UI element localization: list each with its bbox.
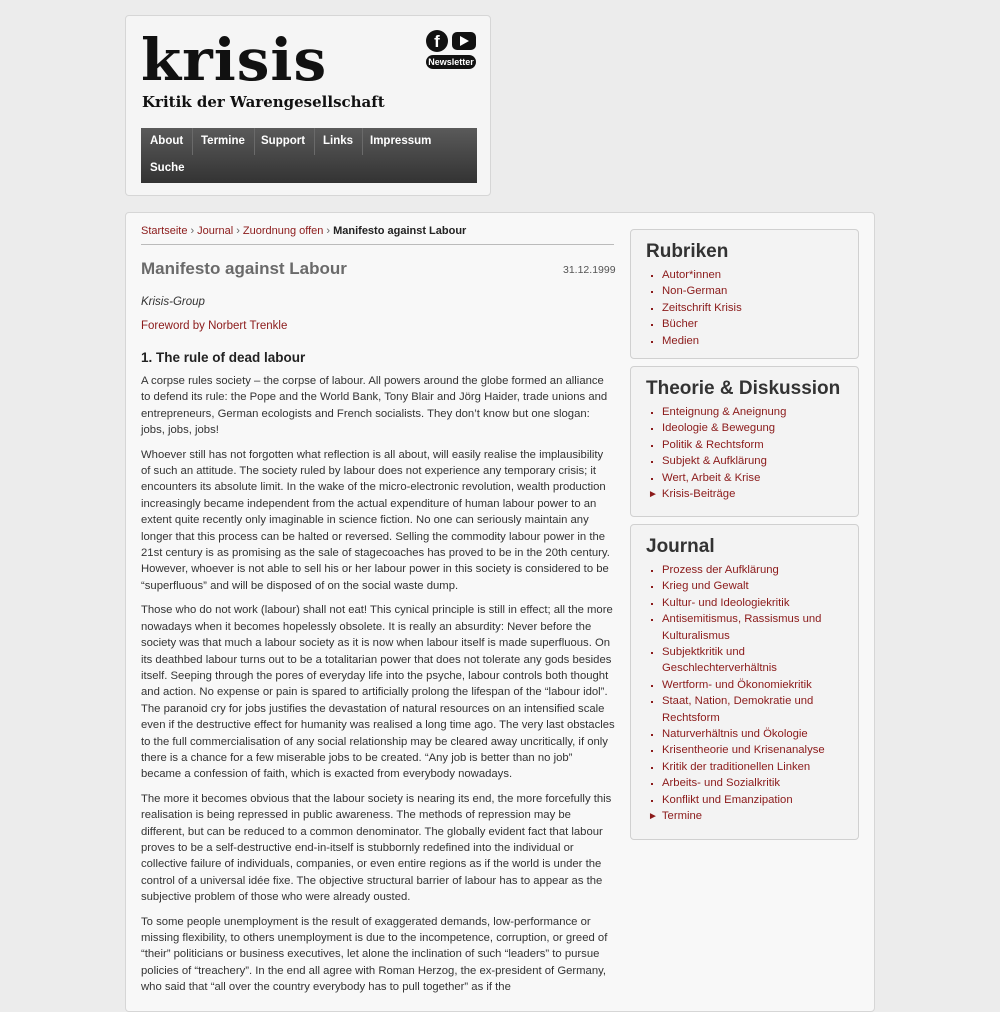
sidebar-item-linken[interactable]: ▪ Kritik der traditionellen Linken bbox=[662, 759, 858, 775]
sidebar-item-konflikt[interactable]: ▪ Konflikt und Emanzipation bbox=[662, 792, 858, 808]
article-author: Krisis-Group bbox=[141, 296, 205, 308]
foreword-link[interactable]: Foreword by Norbert Trenkle bbox=[141, 320, 288, 332]
nav-about[interactable]: About bbox=[141, 128, 193, 155]
breadcrumb-category[interactable]: Zuordnung offen bbox=[242, 225, 324, 237]
sidebar-item-aufklaerung[interactable]: ▪ Prozess der Aufklärung bbox=[662, 562, 858, 578]
breadcrumb-home[interactable]: Startseite bbox=[141, 225, 188, 237]
sidebar-item-staat[interactable]: ▪ Staat, Nation, Demokratie und Rechtsform bbox=[662, 693, 858, 726]
sidebar-item-antisemitismus[interactable]: ▪ Antisemitismus, Rassismus und Kulturalismus bbox=[662, 611, 858, 644]
sidebar-item-kultur[interactable]: ▪ Kultur- und Ideologiekritik bbox=[662, 595, 858, 611]
nav-termine[interactable]: Termine bbox=[192, 128, 255, 155]
newsletter-button[interactable]: Newsletter bbox=[426, 55, 476, 69]
sidebar-item-label: Krisis-Beiträge bbox=[661, 488, 736, 501]
sidebar-theorie bbox=[630, 366, 859, 517]
nav-support[interactable]: Support bbox=[252, 128, 315, 155]
sidebar-item-autorinnen[interactable]: ▪ Autor*innen bbox=[662, 267, 858, 283]
nav-suche[interactable]: Suche bbox=[150, 162, 185, 174]
sidebar-item-enteignung[interactable]: ▪ Enteignung & Aneignung bbox=[662, 404, 858, 420]
article-body bbox=[141, 373, 615, 1004]
site-subtitle: Kritik der Warengesellschaft bbox=[142, 93, 385, 111]
content-area bbox=[125, 212, 875, 1012]
sidebar-item-buecher[interactable]: ▪ Bücher bbox=[662, 316, 858, 332]
sidebar-item-medien[interactable]: ▪ Medien bbox=[662, 333, 858, 349]
sidebar-item-zeitschrift[interactable]: ▪ Zeitschrift Krisis bbox=[662, 300, 858, 316]
sidebar-heading: Journal bbox=[646, 536, 715, 557]
paragraph: The more it becomes obvious that the labour society is nearing its end, the more forcefully this realisation is being repressed in public awareness. The methods of repression may be different, but can be reduced to a common denominator. The globally evident fact that labour proves to be a self-destructive end-in-itself is stubbornly redefined into the individual or collective failure of individuals, companies, or even entire regions as if the world is under the control of a universal idée fixe. The objective structural barrier of labour has to appear as the subjective problem of those who were already ousted. bbox=[141, 792, 612, 904]
paragraph: Whoever still has not forgotten what reflection is all about, will easily realise the implausibility of such an attitude. The society ruled by labour does not experience any temporary crisis; it encounters its absolute limit. In the wake of the micro-electronic revolution, wealth production increasingly became independent from the actual expenditure of human labour power to an extent quite recently only imaginable in science fiction. No one can seriously maintain any longer that this process can be halted or reversed. Selling the commodity labour power in the 21st century is as promising as the sale of stagecoaches has proved to be in the 20th century. However, whoever is not able to sell his or her labour power in this society is considered to be “superfluous” and will be disposed of on the social waste dump. bbox=[141, 448, 610, 592]
sidebar-item-subjektkritik[interactable]: ▪ Subjektkritik und Geschlechterverhältnis bbox=[662, 644, 858, 677]
nav-impressum[interactable]: Impressum bbox=[370, 135, 432, 147]
sidebar-heading: Rubriken bbox=[646, 241, 729, 262]
facebook-icon[interactable]: f bbox=[426, 30, 448, 52]
expand-arrow-icon: ► bbox=[648, 489, 658, 501]
sidebar-item-wertform[interactable]: ▪ Wertform- und Ökonomiekritik bbox=[662, 677, 858, 693]
nav-links[interactable]: Links bbox=[314, 128, 363, 155]
expand-arrow-icon: ► bbox=[648, 811, 658, 823]
sidebar-item-termine[interactable] bbox=[648, 808, 858, 825]
sidebar-item-arbeit[interactable]: ▪ Arbeits- und Sozialkritik bbox=[662, 775, 858, 791]
sidebar-item-subjekt[interactable]: ▪ Subjekt & Aufklärung bbox=[662, 453, 858, 469]
section-heading: 1. The rule of dead labour bbox=[141, 350, 306, 365]
sidebar-journal bbox=[630, 524, 859, 840]
article-title: Manifesto against Labour bbox=[141, 259, 347, 278]
breadcrumb-journal[interactable]: Journal bbox=[197, 225, 234, 237]
breadcrumb-current: Manifesto against Labour bbox=[333, 225, 467, 237]
sidebar-item-krisentheorie[interactable]: ▪ Krisentheorie und Krisenanalyse bbox=[662, 742, 858, 758]
sidebar-item-label: Termine bbox=[661, 810, 703, 823]
site-header bbox=[125, 15, 491, 196]
sidebar-item-politik[interactable]: ▪ Politik & Rechtsform bbox=[662, 437, 858, 453]
paragraph: Those who do not work (labour) shall not eat! This cynical principle is still in effect; all the more nowadays when it becomes hopelessly obsolete. It is really an absurdity: Never before the society was that much a labour society as it is now when labour itself is made superfluous. On its deathbed labour turns out to be a totalitarian power that does not tolerate any gods besides itself. Seeping through the pores of everyday life into the psyche, labour controls both thought and action. No expense or pain is spared to artificially prolong the lifespan of the “labour idol”. The paranoid cry for jobs justifies the devastation of natural resources on an intensified scale even if the destructive effect for humanity was realised a long time ago. The very last obstacles to the full commercialisation of any social relationship may be cleared away uncritically, if only there is a chance for a few miserable jobs to be created. “Any job is better than no job” became a confession of faith, which is exacted from everybody nowadays. bbox=[141, 604, 615, 781]
main-nav bbox=[141, 128, 477, 183]
sidebar-heading: Theorie & Diskussion bbox=[646, 378, 841, 399]
article-date: 31.12.1999 bbox=[563, 264, 616, 276]
youtube-icon[interactable] bbox=[452, 32, 476, 50]
paragraph: To some people unemployment is the result of exaggerated demands, low-performance or missing flexibility, to others unemployment is due to the incompetence, corruption, or greed of “their” politicians or business executives, let alone the inclination of such “leaders” to pursue policies of “treachery”. In the end all agree with Roman Herzog, the ex-president of Germany, who said that “all over the country everybody has to pull together” as if the bbox=[141, 915, 608, 994]
breadcrumb: Startseite › Journal › Zuordnung offen › Manifesto against Labour bbox=[141, 225, 614, 245]
sidebar-item-krieg[interactable]: ▪ Krieg und Gewalt bbox=[662, 578, 858, 594]
sidebar-item-krisis-beitraege[interactable] bbox=[648, 486, 858, 503]
site-logo[interactable]: krisis bbox=[141, 26, 328, 94]
paragraph: A corpse rules society – the corpse of labour. All powers around the globe formed an alliance to defend its rule: the Pope and the World Bank, Tony Blair and Jörg Haider, trade unions and entrepreneurs, German ecologists and French socialists. They don’t know but one slogan: jobs, jobs, jobs! bbox=[141, 375, 608, 437]
sidebar-item-non-german[interactable]: ▪ Non-German bbox=[662, 283, 858, 299]
sidebar-item-wert[interactable]: ▪ Wert, Arbeit & Krise bbox=[662, 470, 858, 486]
sidebar-item-ideologie[interactable]: ▪ Ideologie & Bewegung bbox=[662, 420, 858, 436]
sidebar-rubriken bbox=[630, 229, 859, 359]
sidebar-item-natur[interactable]: ▪ Naturverhältnis und Ökologie bbox=[662, 726, 858, 742]
